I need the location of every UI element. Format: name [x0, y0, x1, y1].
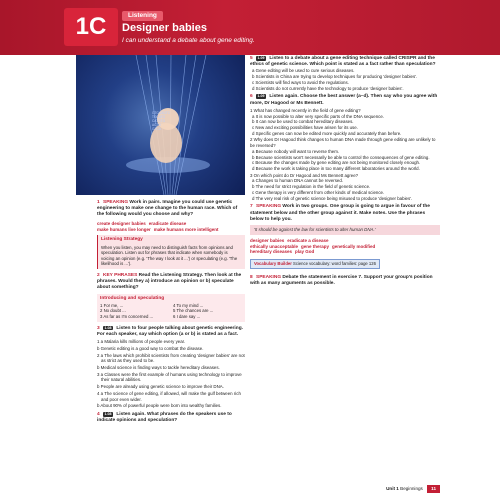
vocabulary-builder-title: Vocabulary Builder — [254, 261, 292, 267]
audio-track-icon[interactable]: 1.09 — [257, 56, 265, 60]
exercise-7-phrases: designer babies eradicate a disease ethically unacceptable gene therapy genetically modified hereditary diseases play God — [250, 237, 376, 255]
question: 2 Why does Dr Hagood think changes to human DNA made through gene editing are unlikely to be reversed? — [250, 137, 436, 149]
answer-option: b Because scientists won't necessarily be able to control the consequences of gene editing. — [252, 154, 430, 160]
list-item: 3 a Classes were the first example of humans using technology to improve their natural abilities. — [97, 371, 242, 383]
list-item: 2 a The laws which prohibit scientists from creating 'designer babies' are not as strict as they used to be. — [97, 352, 245, 364]
list-item: a Gene editing will be used to cure serious diseases. — [252, 68, 355, 74]
page-title: Designer babies — [122, 22, 207, 34]
exercise-3: 3 1.08 Listen to four people talking about genetic engineering. For each speaker, say which option (a or b) is stated as a fact. 1 a Malaria kills millions of people every year. b Genetic editing is a good way to combat the disease. 2 a The laws which prohibit scientists from creating 'designer babies' are not as strict as they used to be. b Medical science is finding ways to tackle hereditary diseases. 3 a Classes were the first example of humans using technology to improve their natural abilities. b People are already using genetic science to improve their DNA. 4 a The science of gene editing, if allowed, will make the gulf between rich and poor even wider. b About 90% of powerful people were born into wealthy families. — [97, 325, 245, 409]
listening-strategy-box: Listening Strategy When you listen, you may need to distinguish facts from opinions and speculation. Listen out for phrases that indicate when somebody is voicing an opinion (e.g. 'The way I look at it ...') or speculating (e.g. 'The likelihood is ...'). — [97, 235, 245, 269]
audio-track-icon[interactable]: 1.09 — [257, 94, 265, 99]
answer-option: d The very real risk of genetic science being misused to produce 'designer babies'. — [252, 195, 413, 201]
page-subtitle: I can understand a debate about gene editing. — [122, 37, 255, 44]
list-item: c Scientists will find ways to avoid the regulations. — [252, 79, 349, 85]
list-item: d Scientists do not currently have the technology to produce 'designer babies'. — [252, 85, 404, 91]
list-item: b People are already using genetic science to improve their DNA. — [97, 384, 224, 390]
list-item: b Scientists in China are trying to develop techniques for producing 'designer babies'. — [252, 74, 418, 80]
exercise-7: 7 SPEAKING Work in two groups. One group is going to argue in favour of the statement below and the other group against it. Make notes. Use the phrases below to help you. 'It should be against the law for scientists to alter human DNA.' designer babies eradicate a disease ethically unacceptable gene therapy genetically modified hereditary diseases play God Vocabulary Builder Science vocabulary: word families: page 126 — [250, 204, 440, 271]
answer-option: b The need for strict regulation in the field of genetic science. — [252, 184, 371, 190]
exercise-5: 5 1.09 Listen to a debate about a gene editing technique called CRISPR and the ethics of genetic science. Which point is stated as a fact rather than speculation? a Gene editing will be used to cure serious diseases. b Scientists in China are trying to develop techniques for producing 'designer babies'. c Scientists will find ways to avoid the regulations. d Scientists do not currently have the technology to produce 'designer babies'. — [250, 56, 440, 91]
question: 3 On which point do Dr Hagood and Ms Bennett agree? — [250, 172, 359, 178]
section-tag: Listening — [122, 11, 163, 21]
question: 1 What has changed recently in the field of gene editing? — [250, 107, 361, 113]
exercise-1-phrases: create designer babies eradicate disease make humans live longer make humans more intelligent — [97, 220, 219, 232]
answer-option: a Changes to human DNA cannot be reversed. — [252, 178, 344, 184]
answer-option: c Because the changes made by gene editing are not being monitored closely enough. — [252, 160, 421, 166]
exercise-4: 4 1.08 Listen again. What phrases do the speakers use to indicate opinions and speculation? — [97, 411, 232, 424]
answer-option: d Specific genes can now be edited more quickly and accurately than before. — [252, 130, 402, 136]
exercise-6: 6 1.09 Listen again. Choose the best answer (a–d). Then say who you agree with more, Dr Hagood or Ms Bennett. 1 What has changed recently in the field of gene editing? a It is now possible to alter very specific parts of the DNA sequence. b It can now be used to combat hereditary diseases. c New and exciting possibilities have arisen for its use. d Specific genes can now be edited more quickly and accurately than before. 2 Why does Dr Hagood think changes to human DNA made through gene editing are unlikely to be reversed? a Because nobody will want to reverse them. b Because scientists won't necessarily be able to control the consequences of gene editing. c Because the changes made by gene editing are not being monitored closely enough. d Because the work is taking place in too many different laboratories around the world. 3 On which point do Dr Hagood and Ms Bennett agree? a Changes to human DNA cannot be reversed. b The need for strict regulation in the field of genetic science. c Gene therapy is very different from other kinds of medical science. d The very real risk of genetic science being misused to produce 'designer babies'. — [250, 94, 440, 201]
list-item: 4 a The science of gene editing, if allowed, will make the gulf between rich and poor even wider. — [97, 390, 241, 402]
list-item: 3 As far as I'm concerned ... — [100, 314, 154, 320]
key-phrases-box: Introducing and speculating 1 For me, ... 4 To my mind ... 2 No doubt ... 5 The chances are ... 3 As far as I'm concerned ... 6 I dare say ... — [97, 294, 245, 322]
page-footer — [360, 485, 440, 493]
audio-track-icon[interactable]: 1.08 — [104, 411, 112, 416]
lesson-badge: 1C — [64, 8, 118, 46]
list-item: 1 a Malaria kills millions of people every year. — [97, 339, 186, 345]
answer-option: a Because nobody will want to reverse them. — [252, 148, 340, 154]
list-item: 2 No doubt ... — [100, 308, 126, 314]
audio-track-icon[interactable]: 1.08 — [104, 325, 112, 330]
list-item: b Genetic editing is a good way to combat the disease. — [97, 345, 204, 351]
exercise-8: 8 SPEAKING Debate the statement in exercise 7. Support your group's position with as many arguments as possible. — [250, 274, 433, 286]
vocabulary-builder-text: Science vocabulary: word families: page 126 — [293, 261, 376, 267]
baby-dna-photo — [76, 55, 245, 195]
answer-option: c Gene therapy is very different from other kinds of medical science. — [252, 189, 385, 195]
right-column — [250, 56, 440, 290]
answer-option: d Because the work is taking place in too many different laboratories around the world. — [252, 166, 420, 171]
list-item: 4 To my mind ... — [173, 302, 204, 308]
photo-side-text: GTGCAGTC TGCATG CATGTG ACTG GTCA — [152, 111, 171, 131]
list-item: 5 The chances are ... — [173, 308, 214, 314]
answer-option: c New and exciting possibilities have arisen for its use. — [252, 124, 358, 130]
footer-unit: Unit 1 — [386, 486, 399, 491]
left-column — [97, 200, 245, 427]
debate-statement: 'It should be against the law for scientists to alter human DNA.' — [250, 225, 440, 235]
vocabulary-builder-link[interactable] — [250, 259, 380, 268]
answer-option: b It can now be used to combat hereditary diseases. — [252, 119, 354, 125]
page-number: 11 — [427, 485, 440, 493]
list-item: b About 90% of powerful people were born into wealthy families. — [97, 403, 222, 409]
list-item: 6 I dare say ... — [173, 314, 201, 320]
list-item: b Medical science is finding ways to tackle hereditary diseases. — [97, 364, 220, 370]
list-item: 1 For me, ... — [100, 302, 124, 308]
exercise-1: 1 SPEAKING Work in pairs. Imagine you could use genetic engineering to make one change to the human race. Which of the following would you choose and why? create designer babies eradicate disease make humans live longer make humans more intelligent — [97, 200, 245, 232]
footer-section: Beginnings — [400, 486, 423, 491]
answer-option: a It is now possible to alter very specific parts of the DNA sequence. — [252, 113, 385, 119]
exercise-2: 2 KEY PHRASES Read the Listening Strategy. Then look at the phrases. Would they a) introduce an opinion or b) speculate about something? Introducing and speculating 1 For me, ... 4 To my mind ... 2 No doubt ... 5 The chances are ... 3 As far as I'm concerned ... 6 I dare say ... — [97, 273, 245, 322]
